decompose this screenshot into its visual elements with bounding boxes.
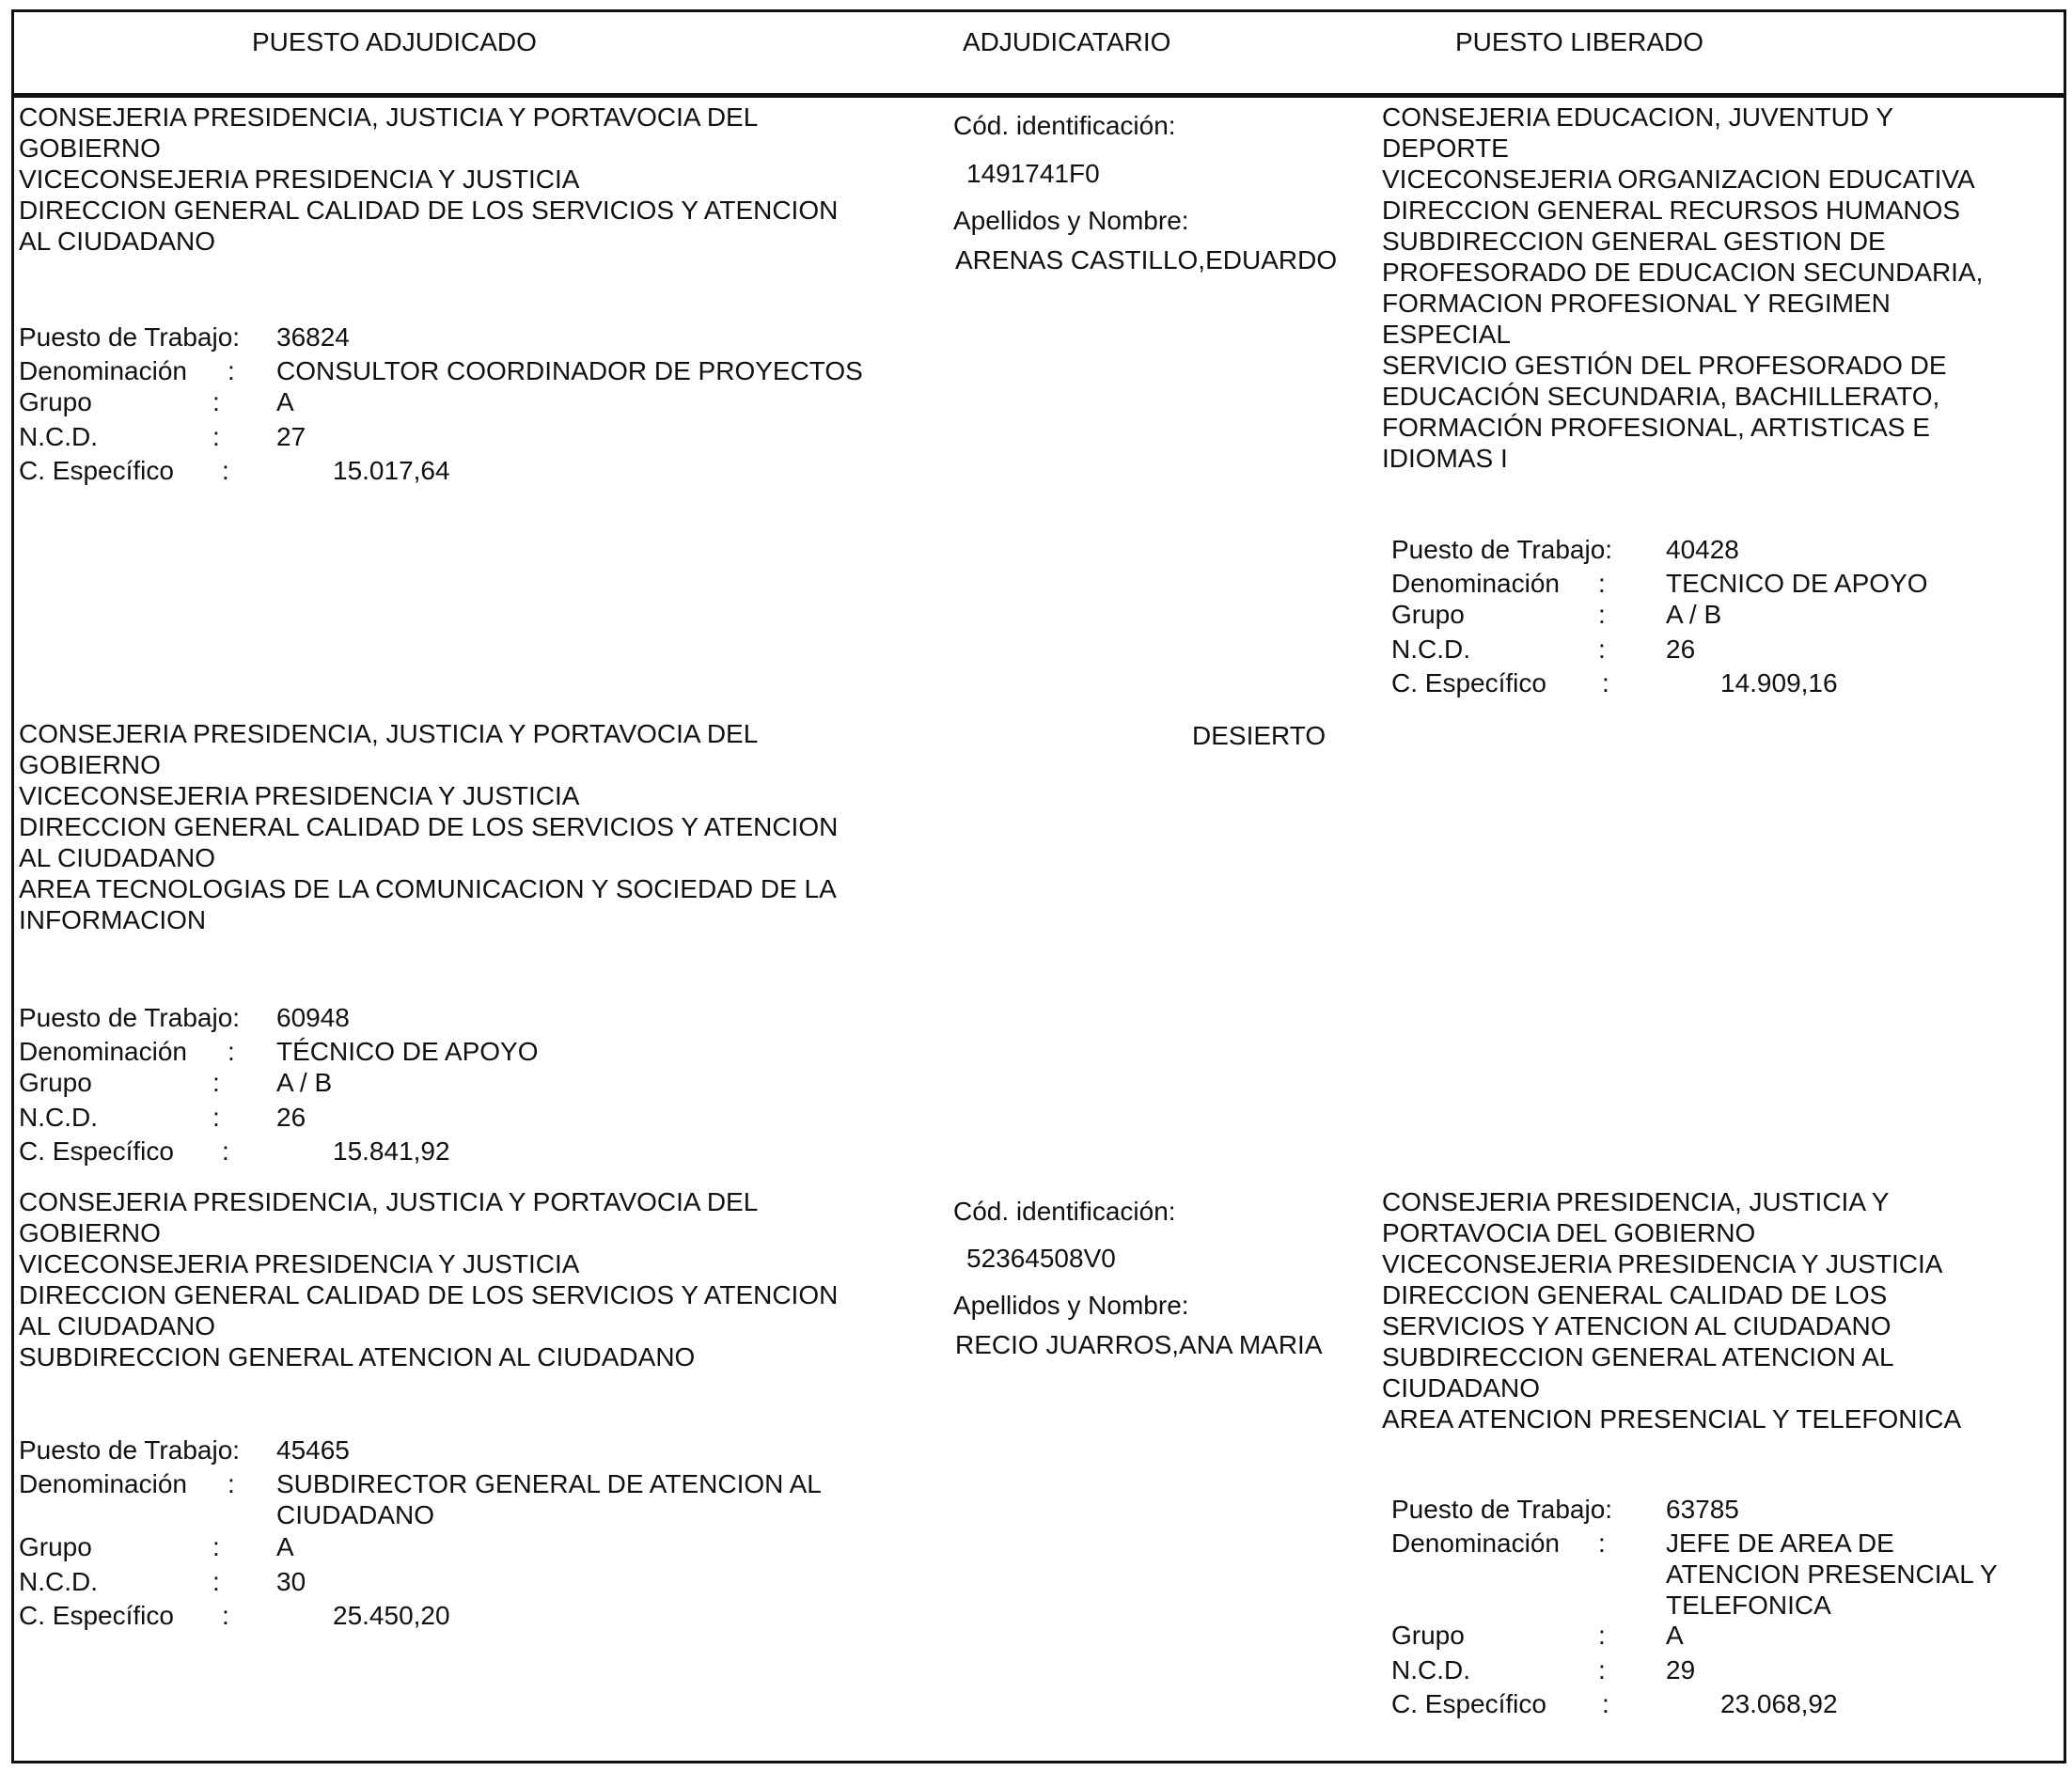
entry2-grupo-value: A / B: [276, 1068, 333, 1097]
label-grupo: Grupo: [1391, 600, 1465, 629]
colon: :: [1598, 1621, 1606, 1650]
entry3-puesto-value: 45465: [276, 1435, 350, 1465]
label-cod-identificacion: Cód. identificación:: [953, 111, 1176, 140]
label-c-especifico: C. Específico: [1391, 1689, 1546, 1718]
label-grupo: Grupo: [19, 387, 92, 416]
label-c-especifico: C. Específico: [19, 456, 174, 485]
colon: :: [212, 422, 220, 451]
entry1-cod-value: 1491741F0: [966, 159, 1100, 188]
label-ncd: N.C.D.: [1391, 635, 1470, 664]
colon: :: [222, 1136, 229, 1166]
entry3-liberado-c-especifico-value: 23.068,92: [1720, 1689, 1838, 1718]
label-grupo: Grupo: [19, 1532, 92, 1561]
org-line: SERVICIOS Y ATENCION AL CIUDADANO: [1382, 1311, 1891, 1340]
label-denominacion: Denominación: [19, 1469, 187, 1498]
entry2-ncd-value: 26: [276, 1103, 306, 1132]
org-line: SUBDIRECCION GENERAL GESTION DE: [1382, 227, 1886, 256]
colon: :: [212, 1068, 220, 1097]
label-grupo: Grupo: [19, 1068, 92, 1097]
entry2-puesto-value: 60948: [276, 1003, 350, 1032]
label-puesto-trabajo: Puesto de Trabajo:: [19, 1003, 241, 1032]
org-line: DEPORTE: [1382, 133, 1509, 163]
org-line: FORMACIÓN PROFESIONAL, ARTISTICAS E: [1382, 413, 1930, 442]
colon: :: [212, 1103, 220, 1132]
org-line: EDUCACIÓN SECUNDARIA, BACHILLERATO,: [1382, 382, 1940, 411]
header-puesto-liberado: PUESTO LIBERADO: [1455, 27, 1704, 56]
org-line: AL CIUDADANO: [19, 1311, 216, 1340]
org-line: ESPECIAL: [1382, 320, 1511, 349]
label-puesto-trabajo: Puesto de Trabajo:: [19, 1435, 241, 1465]
label-puesto-trabajo: Puesto de Trabajo:: [1391, 1495, 1613, 1524]
colon: :: [1598, 600, 1606, 629]
org-line: GOBIERNO: [19, 133, 161, 163]
denominacion-line: CIUDADANO: [276, 1500, 435, 1529]
org-line: CIUDADANO: [1382, 1373, 1541, 1403]
label-denominacion: Denominación: [1391, 1528, 1560, 1558]
denominacion-line: ATENCION PRESENCIAL Y: [1666, 1559, 1998, 1589]
entry3-liberado-org: [1382, 1186, 1961, 1434]
org-line: DIRECCION GENERAL CALIDAD DE LOS SERVICIOS Y ATENCION: [19, 1280, 839, 1309]
entry3-grupo-value: A: [276, 1532, 294, 1561]
org-line: AL CIUDADANO: [19, 227, 216, 256]
org-line: CONSEJERIA PRESIDENCIA, JUSTICIA Y: [1382, 1187, 1890, 1216]
entry1-ncd-value: 27: [276, 422, 306, 451]
colon: :: [222, 456, 229, 485]
header-puesto-adjudicado: PUESTO ADJUDICADO: [252, 27, 537, 56]
entry2-desierto-status: DESIERTO: [1192, 721, 1326, 750]
colon: :: [1598, 1655, 1606, 1685]
org-line: AL CIUDADANO: [19, 843, 216, 872]
entry1-liberado-c-especifico-value: 14.909,16: [1720, 668, 1838, 697]
label-c-especifico: C. Específico: [19, 1136, 174, 1166]
denominacion-line: JEFE DE AREA DE: [1666, 1528, 1894, 1558]
entry3-liberado-puesto-value: 63785: [1666, 1495, 1739, 1524]
org-line: VICECONSEJERIA PRESIDENCIA Y JUSTICIA: [19, 165, 580, 194]
entry3-c-especifico-value: 25.450,20: [333, 1601, 450, 1630]
label-denominacion: Denominación: [19, 356, 187, 385]
org-line: SUBDIRECCION GENERAL ATENCION AL: [1382, 1342, 1894, 1371]
colon: :: [1598, 569, 1606, 598]
org-line: SUBDIRECCION GENERAL ATENCION AL CIUDADANO: [19, 1342, 696, 1371]
org-line: DIRECCION GENERAL CALIDAD DE LOS SERVICIOS Y ATENCION: [19, 196, 839, 225]
label-apellidos-nombre: Apellidos y Nombre:: [953, 1291, 1189, 1320]
org-line: PORTAVOCIA DEL GOBIERNO: [1382, 1218, 1756, 1247]
entry1-liberado-grupo-value: A / B: [1666, 600, 1722, 629]
colon: :: [1598, 1528, 1606, 1558]
entry2-denominacion-value: TÉCNICO DE APOYO: [276, 1037, 539, 1066]
label-apellidos-nombre: Apellidos y Nombre:: [953, 206, 1189, 235]
entry1-puesto-value: 36824: [276, 322, 350, 352]
entry1-grupo-value: A: [276, 387, 294, 416]
label-c-especifico: C. Específico: [1391, 668, 1546, 697]
entry1-c-especifico-value: 15.017,64: [333, 456, 450, 485]
label-ncd: N.C.D.: [19, 1567, 98, 1596]
label-puesto-trabajo: Puesto de Trabajo:: [19, 322, 241, 352]
colon: :: [1598, 635, 1606, 664]
org-line: AREA ATENCION PRESENCIAL Y TELEFONICA: [1382, 1404, 1962, 1434]
entry3-denominacion-value: [276, 1468, 822, 1530]
colon: :: [212, 387, 220, 416]
colon: :: [228, 356, 235, 385]
label-c-especifico: C. Específico: [19, 1601, 174, 1630]
entry3-ncd-value: 30: [276, 1567, 306, 1596]
org-line: DIRECCION GENERAL CALIDAD DE LOS: [1382, 1280, 1888, 1309]
org-line: DIRECCION GENERAL CALIDAD DE LOS SERVICIOS Y ATENCION: [19, 812, 839, 841]
colon: :: [228, 1469, 235, 1498]
entry3-liberado-denominacion-value: [1666, 1528, 1998, 1621]
org-line: CONSEJERIA EDUCACION, JUVENTUD Y: [1382, 102, 1894, 132]
org-line: FORMACION PROFESIONAL Y REGIMEN: [1382, 289, 1891, 318]
org-line: INFORMACION: [19, 905, 207, 934]
entry1-liberado-org: [1382, 102, 1983, 474]
denominacion-line: TELEFONICA: [1666, 1591, 1831, 1620]
entry2-c-especifico-value: 15.841,92: [333, 1136, 450, 1166]
colon: :: [212, 1532, 220, 1561]
colon: :: [228, 1037, 235, 1066]
org-line: DIRECCION GENERAL RECURSOS HUMANOS: [1382, 196, 1961, 225]
denominacion-line: SUBDIRECTOR GENERAL DE ATENCION AL: [276, 1469, 822, 1498]
header-adjudicatario: ADJUDICATARIO: [963, 27, 1171, 56]
org-line: VICECONSEJERIA PRESIDENCIA Y JUSTICIA: [19, 781, 580, 810]
entry1-liberado-denominacion-value: TECNICO DE APOYO: [1666, 569, 1928, 598]
org-line: GOBIERNO: [19, 1218, 161, 1247]
label-ncd: N.C.D.: [1391, 1655, 1470, 1685]
entry3-adjudicado-org: [19, 1186, 838, 1372]
header-separator: [11, 93, 2066, 98]
org-line: AREA TECNOLOGIAS DE LA COMUNICACION Y SOCIEDAD DE LA: [19, 874, 837, 903]
entry1-adjudicado-org: [19, 102, 838, 257]
label-denominacion: Denominación: [19, 1037, 187, 1066]
label-ncd: N.C.D.: [19, 422, 98, 451]
org-line: VICECONSEJERIA PRESIDENCIA Y JUSTICIA: [19, 1249, 580, 1278]
colon: :: [1602, 668, 1609, 697]
entry3-nombre-value: RECIO JUARROS,ANA MARIA: [955, 1330, 1323, 1359]
entry3-liberado-grupo-value: A: [1666, 1621, 1684, 1650]
label-grupo: Grupo: [1391, 1621, 1465, 1650]
colon: :: [212, 1567, 220, 1596]
entry1-nombre-value: ARENAS CASTILLO,EDUARDO: [955, 245, 1338, 274]
org-line: VICECONSEJERIA ORGANIZACION EDUCATIVA: [1382, 165, 1975, 194]
label-cod-identificacion: Cód. identificación:: [953, 1197, 1176, 1226]
org-line: CONSEJERIA PRESIDENCIA, JUSTICIA Y PORTAVOCIA DEL: [19, 719, 759, 748]
org-line: SERVICIO GESTIÓN DEL PROFESORADO DE: [1382, 351, 1947, 380]
org-line: PROFESORADO DE EDUCACION SECUNDARIA,: [1382, 258, 1984, 287]
org-line: VICECONSEJERIA PRESIDENCIA Y JUSTICIA: [1382, 1249, 1943, 1278]
entry2-adjudicado-org: [19, 718, 838, 935]
entry1-liberado-puesto-value: 40428: [1666, 535, 1739, 564]
org-line: IDIOMAS I: [1382, 444, 1508, 473]
entry3-liberado-ncd-value: 29: [1666, 1655, 1696, 1685]
org-line: CONSEJERIA PRESIDENCIA, JUSTICIA Y PORTAVOCIA DEL: [19, 1187, 759, 1216]
colon: :: [1602, 1689, 1609, 1718]
entry1-denominacion-value: CONSULTOR COORDINADOR DE PROYECTOS: [276, 356, 863, 385]
org-line: GOBIERNO: [19, 750, 161, 779]
label-ncd: N.C.D.: [19, 1103, 98, 1132]
org-line: CONSEJERIA PRESIDENCIA, JUSTICIA Y PORTAVOCIA DEL: [19, 102, 759, 132]
entry3-cod-value: 52364508V0: [966, 1244, 1116, 1273]
label-puesto-trabajo: Puesto de Trabajo:: [1391, 535, 1613, 564]
entry1-liberado-ncd-value: 26: [1666, 635, 1696, 664]
label-denominacion: Denominación: [1391, 569, 1560, 598]
colon: :: [222, 1601, 229, 1630]
